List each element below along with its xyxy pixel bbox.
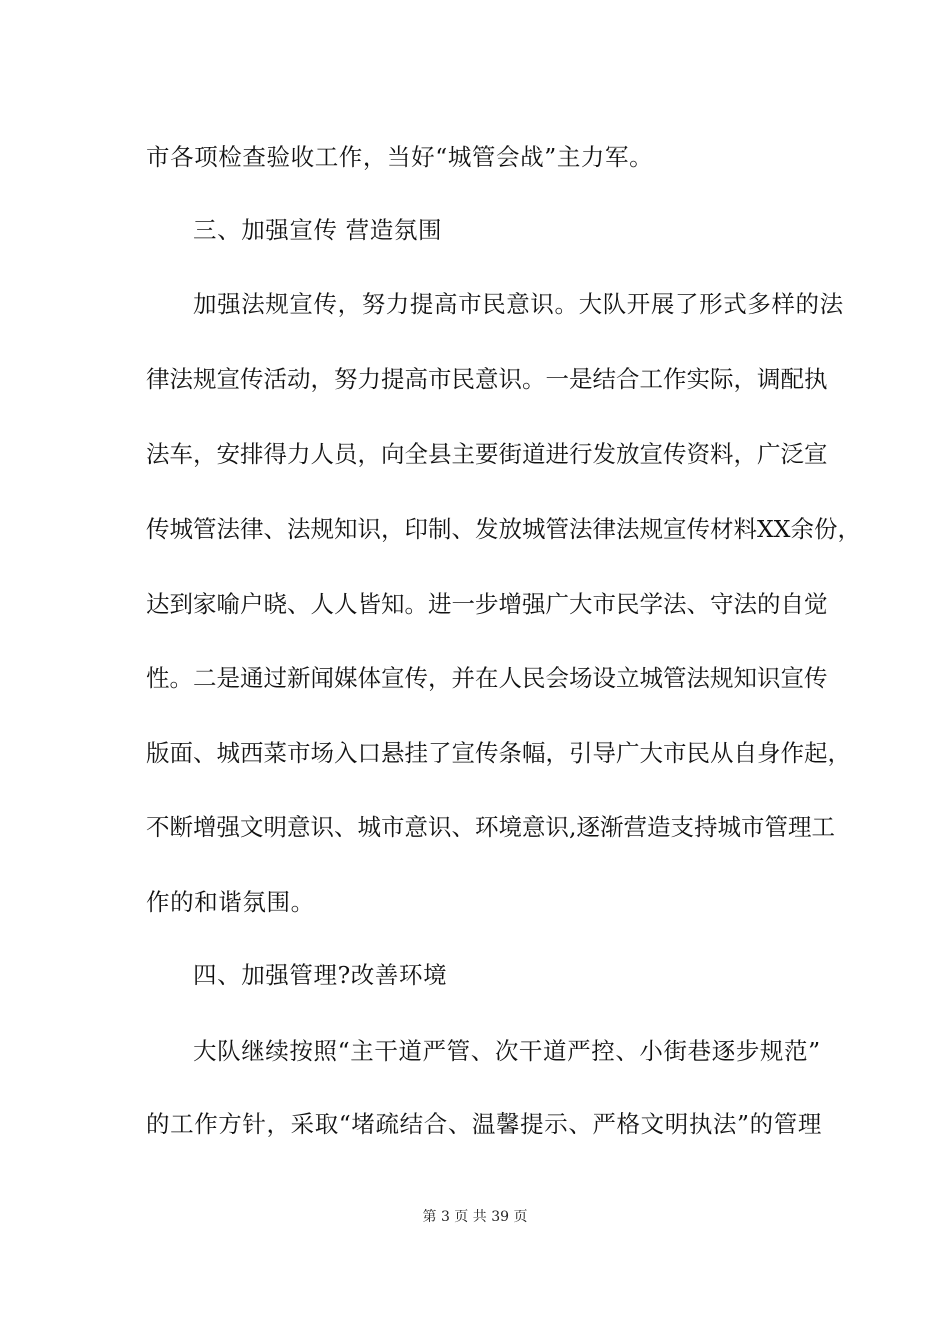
paragraph-line-6: 性。二是通过新闻媒体宣传，并在人民会场设立城管法规知识宣传 [146,664,828,692]
paragraph2-line-2: 的工作方针，采取“堵疏结合、温馨提示、严格文明执法”的管理 [146,1110,822,1138]
paragraph-line-8: 不断增强文明意识、城市意识、环境意识,逐渐营造支持城市管理工 [146,813,835,841]
paragraph-line-5: 达到家喻户晓、人人皆知。进一步增强广大市民学法、守法的自觉 [146,590,828,618]
section-heading-3: 三、加强宣传 营造氛围 [193,216,443,244]
paragraph-line-7: 版面、城西菜市场入口悬挂了宣传条幅，引导广大市民从自身作起， [146,739,851,767]
section-heading-4: 四、加强管理?改善环境 [193,961,448,989]
text-line-1: 市各项检查验收工作，当好“城管会战”主力军。 [146,143,654,171]
paragraph-line-4: 传城管法律、法规知识，印制、发放城管法律法规宣传材料XX余份， [146,515,861,543]
paragraph2-line-1: 大队继续按照“主干道严管、次干道严控、小街巷逐步规范” [193,1037,821,1065]
paragraph-line-9: 作的和谐氛围。 [146,888,315,916]
paragraph-line-2: 律法规宣传活动，努力提高市民意识。一是结合工作实际，调配执 [146,365,828,393]
paragraph-line-3: 法车，安排得力人员，向全县主要街道进行发放宣传资料，广泛宣 [146,440,828,468]
paragraph-line-1: 加强法规宣传，努力提高市民意识。大队开展了形式多样的法 [193,290,844,318]
page-number-footer: 第 3 页 共 39 页 [422,1209,528,1225]
